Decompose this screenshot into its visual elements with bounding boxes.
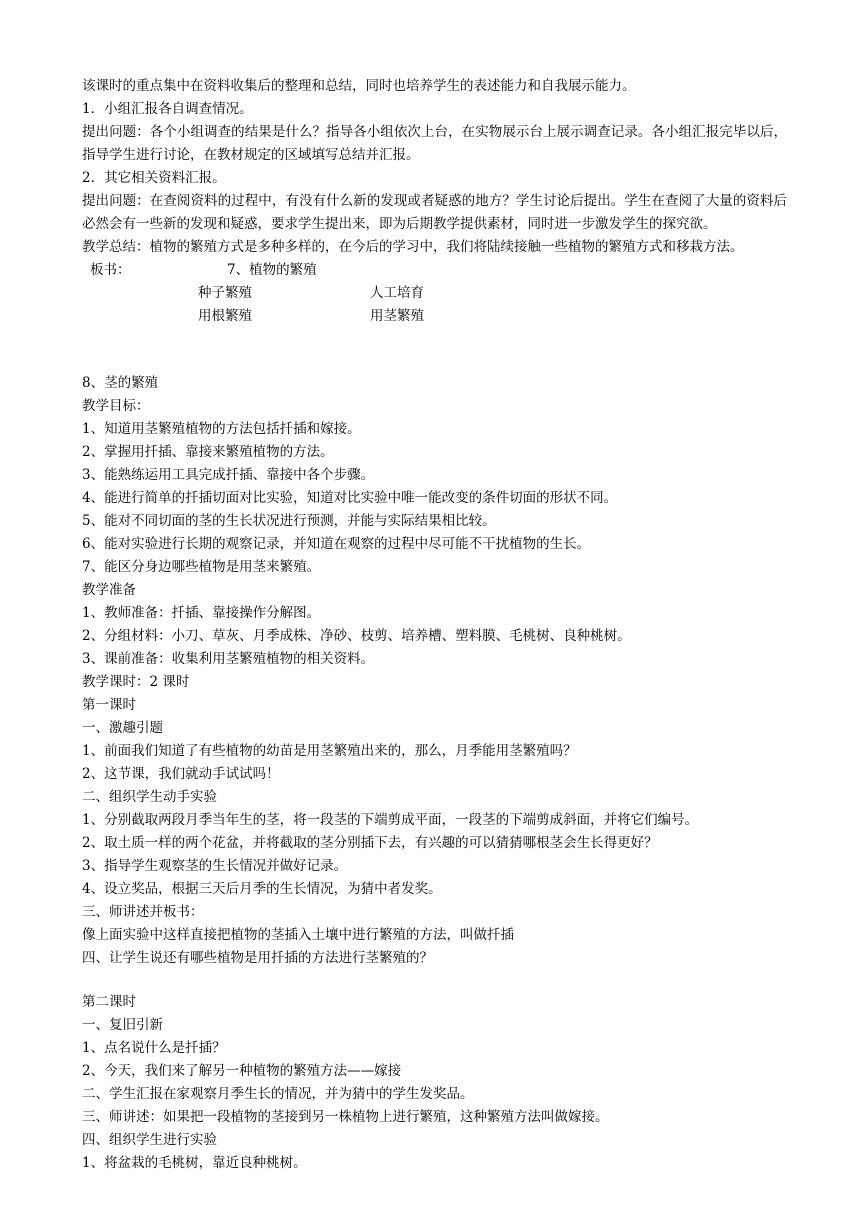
board-title: 7、植物的繁殖 <box>227 262 317 278</box>
lesson-line: 三、师讲述：如果把一段植物的茎接到另一株植物上进行繁殖，这种繁殖方法叫做嫁接。 <box>82 1109 609 1125</box>
lesson-line: 三、师讲述并板书： <box>82 904 204 920</box>
lesson-line: 1、点名说什么是扦插？ <box>82 1040 226 1056</box>
board-item: 用根繁殖 <box>198 308 252 324</box>
lesson-line: 二、学生汇报在家观察月季生长的情况，并为猜中的学生发奖品。 <box>82 1086 474 1102</box>
board-item: 种子繁殖 <box>198 285 252 301</box>
objective-item: 4、能进行简单的扦插切面对比实验，知道对比实验中唯一能改变的条件切面的形状不同。 <box>82 490 618 506</box>
board-item: 用茎繁殖 <box>370 308 424 324</box>
lesson-line: 4、设立奖品，根据三天后月季的生长情况，为猜中者发奖。 <box>82 881 442 897</box>
objectives-heading: 教学目标： <box>82 398 150 414</box>
step1-title: 1．小组汇报各自调查情况。 <box>82 101 253 117</box>
intro-paragraph: 该课时的重点集中在资料收集后的整理和总结，同时也培养学生的表述能力和自我展示能力。 <box>82 78 636 94</box>
lesson-line: 1、前面我们知道了有些植物的幼苗是用茎繁殖出来的，那么，月季能用茎繁殖吗？ <box>82 743 577 759</box>
objective-item: 1、知道用茎繁殖植物的方法包括扦插和嫁接。 <box>82 421 361 437</box>
lesson-line: 一、激趣引题 <box>82 720 163 736</box>
lesson-line: 2、这节课，我们就动手试试吗！ <box>82 766 280 782</box>
lesson-line: 一、复旧引新 <box>82 1017 163 1033</box>
first-lesson-title: 第一课时 <box>82 697 136 713</box>
teaching-summary: 教学总结：植物的繁殖方式是多种多样的，在今后的学习中，我们将陆续接触一些植物的繁殖方式和移栽方法。 <box>82 239 744 255</box>
lesson-line: 1、将盆栽的毛桃树，靠近良种桃树。 <box>82 1155 307 1171</box>
prep-item: 3、课前准备：收集利用茎繁殖植物的相关资料。 <box>82 651 375 667</box>
step2-title: 2．其它相关资料汇报。 <box>82 170 226 186</box>
second-lesson-title: 第二课时 <box>82 994 136 1010</box>
board-item: 人工培育 <box>370 285 424 301</box>
prep-item: 2、分组材料：小刀、草灰、月季成株、净砂、枝剪、培养槽、塑料膜、毛桃树、良种桃树。 <box>82 628 631 644</box>
lesson-title: 8、茎的繁殖 <box>82 375 159 391</box>
objective-item: 3、能熟练运用工具完成扦插、靠接中各个步骤。 <box>82 467 375 483</box>
step2-body: 提出问题：在查阅资料的过程中，有没有什么新的发现或者疑惑的地方？学生讨论后提出。学生在查阅了大量的资料后必然会有一些新的发现和疑惑，要求学生提出来，即为后期教学提供素材，同时进一步激发学生的探究欲。 <box>82 193 787 232</box>
objective-item: 5、能对不同切面的茎的生长状况进行预测，并能与实际结果相比较。 <box>82 513 496 529</box>
lesson-line: 像上面实验中这样直接把植物的茎插入土壤中进行繁殖的方法，叫做扦插 <box>82 927 514 943</box>
lesson-line: 2、今天，我们来了解另一种植物的繁殖方法——嫁接 <box>82 1063 402 1079</box>
lesson-line: 2、取土质一样的两个花盆，并将截取的茎分别插下去，有兴趣的可以猜猜哪根茎会生长得更好？ <box>82 835 658 851</box>
lesson-line: 四、让学生说还有哪些植物是用扦插的方法进行茎繁殖的？ <box>82 950 433 966</box>
objective-item: 7、能区分身边哪些植物是用茎来繁殖。 <box>82 559 321 575</box>
objective-item: 6、能对实验进行长期的观察记录，并知道在观察的过程中尽可能不干扰植物的生长。 <box>82 536 591 552</box>
step1-body: 提出问题：各个小组调查的结果是什么？指导各小组依次上台，在实物展示台上展示调查记录。各小组汇报完毕以后，指导学生进行讨论，在教材规定的区域填写总结并汇报。 <box>82 124 787 163</box>
teaching-hours: 教学课时：2 课时 <box>82 674 190 690</box>
board-label: 板书： <box>90 262 131 278</box>
objective-item: 2、掌握用扦插、靠接来繁殖植物的方法。 <box>82 444 334 460</box>
lesson-line: 3、指导学生观察茎的生长情况并做好记录。 <box>82 858 348 874</box>
lesson-line: 四、组织学生进行实验 <box>82 1132 217 1148</box>
lesson-line: 1、分别截取两段月季当年生的茎，将一段茎的下端剪成平面，一段茎的下端剪成斜面，并将它们编号。 <box>82 812 699 828</box>
lesson-line: 二、组织学生动手实验 <box>82 789 217 805</box>
prep-item: 1、教师准备：扦插、靠接操作分解图。 <box>82 605 321 621</box>
prep-heading: 教学准备 <box>82 582 136 598</box>
